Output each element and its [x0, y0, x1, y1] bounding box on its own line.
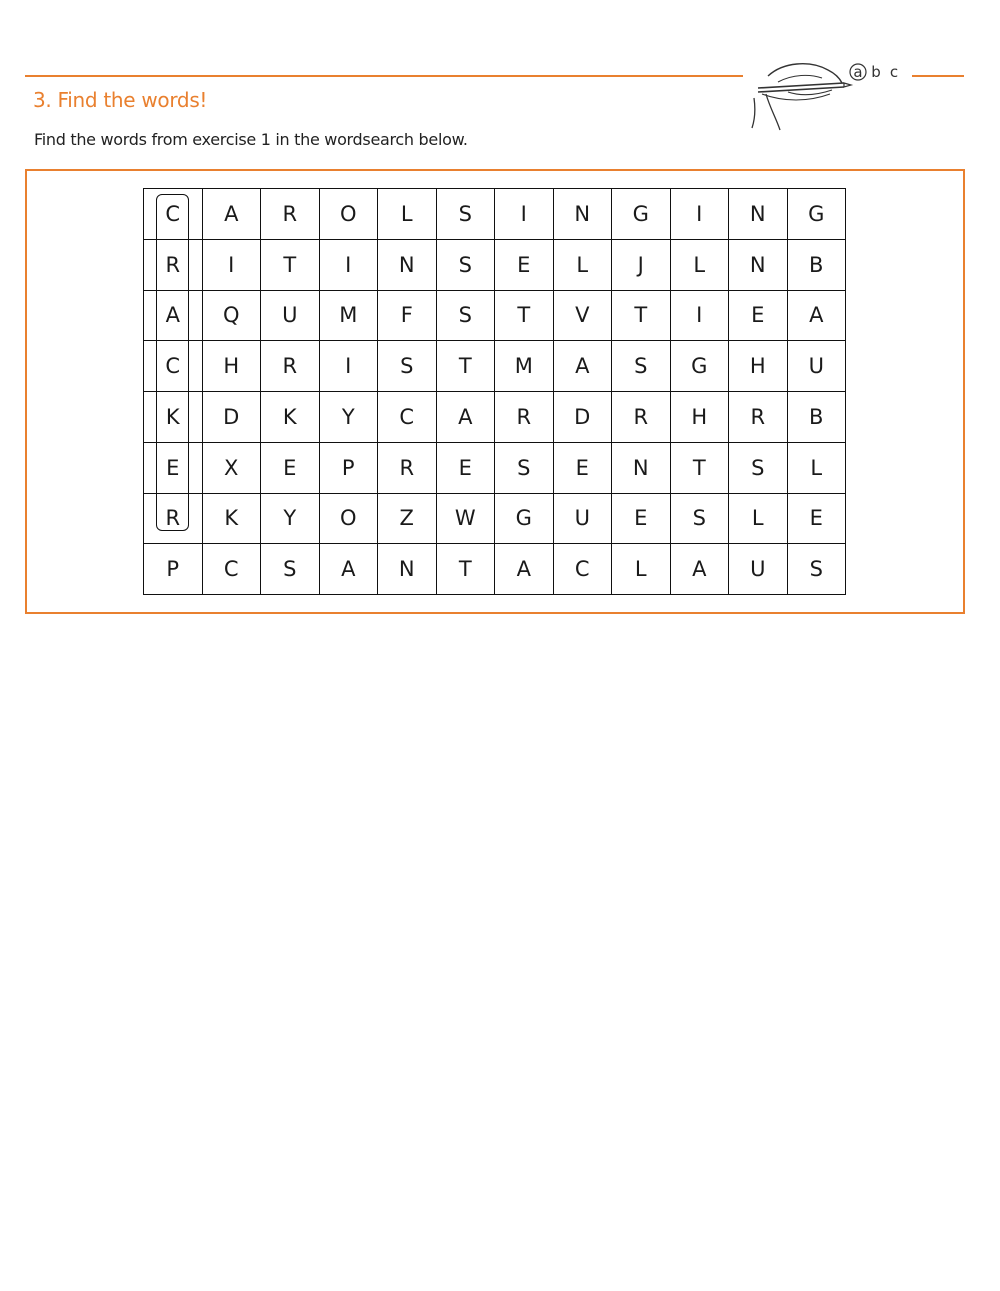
grid-cell[interactable]: E	[612, 494, 671, 545]
grid-cell[interactable]: G	[495, 494, 554, 545]
grid-cell[interactable]: U	[261, 291, 320, 342]
grid-cell[interactable]: E	[554, 443, 613, 494]
grid-cell[interactable]: L	[554, 240, 613, 291]
grid-cell[interactable]: I	[320, 240, 379, 291]
grid-cell[interactable]: R	[378, 443, 437, 494]
grid-cell[interactable]: Z	[378, 494, 437, 545]
grid-cell[interactable]: U	[788, 341, 847, 392]
illustration-letter-c: c	[889, 63, 899, 81]
grid-cell[interactable]: R	[261, 341, 320, 392]
grid-cell[interactable]: W	[437, 494, 496, 545]
grid-cell[interactable]: Q	[203, 291, 262, 342]
grid-cell[interactable]: R	[144, 494, 203, 545]
illustration-letter-a: a	[853, 63, 863, 81]
grid-cell[interactable]: H	[729, 341, 788, 392]
top-rule-end	[912, 75, 964, 77]
grid-cell[interactable]: H	[203, 341, 262, 392]
grid-cell[interactable]: A	[203, 189, 262, 240]
grid-cell[interactable]: U	[729, 544, 788, 595]
grid-cell[interactable]: L	[671, 240, 730, 291]
grid-cell[interactable]: U	[554, 494, 613, 545]
grid-cell[interactable]: M	[320, 291, 379, 342]
grid-cell[interactable]: I	[495, 189, 554, 240]
grid-cell[interactable]: K	[261, 392, 320, 443]
grid-cell[interactable]: N	[378, 240, 437, 291]
grid-cell[interactable]: D	[203, 392, 262, 443]
grid-cell[interactable]: C	[144, 189, 203, 240]
grid-cell[interactable]: H	[671, 392, 730, 443]
grid-cell[interactable]: T	[671, 443, 730, 494]
grid-cell[interactable]: R	[729, 392, 788, 443]
grid-cell[interactable]: B	[788, 392, 847, 443]
grid-cell[interactable]: D	[554, 392, 613, 443]
grid-cell[interactable]: A	[788, 291, 847, 342]
grid-cell[interactable]: G	[612, 189, 671, 240]
grid-cell[interactable]: T	[437, 341, 496, 392]
grid-cell[interactable]: E	[729, 291, 788, 342]
grid-cell[interactable]: G	[788, 189, 847, 240]
grid-cell[interactable]: S	[261, 544, 320, 595]
grid-cell[interactable]: N	[378, 544, 437, 595]
grid-cell[interactable]: A	[671, 544, 730, 595]
grid-cell[interactable]: T	[261, 240, 320, 291]
exercise-title: 3. Find the words!	[33, 88, 208, 112]
grid-cell[interactable]: R	[261, 189, 320, 240]
grid-cell[interactable]: S	[495, 443, 554, 494]
grid-cell[interactable]: I	[203, 240, 262, 291]
grid-cell[interactable]: P	[144, 544, 203, 595]
exercise-instruction: Find the words from exercise 1 in the wordsearch below.	[34, 130, 468, 149]
grid-cell[interactable]: Y	[261, 494, 320, 545]
grid-cell[interactable]: E	[437, 443, 496, 494]
grid-cell[interactable]: O	[320, 189, 379, 240]
top-rule	[25, 75, 743, 77]
grid-cell[interactable]: K	[203, 494, 262, 545]
illustration-letter-b: b	[871, 63, 881, 81]
grid-cell[interactable]: A	[495, 544, 554, 595]
grid-cell[interactable]: J	[612, 240, 671, 291]
grid-cell[interactable]: S	[729, 443, 788, 494]
grid-cell[interactable]: S	[612, 341, 671, 392]
grid-cell[interactable]: I	[320, 341, 379, 392]
grid-cell[interactable]: P	[320, 443, 379, 494]
grid-cell[interactable]: S	[788, 544, 847, 595]
wordsearch-grid	[143, 188, 846, 595]
grid-cell[interactable]: I	[671, 291, 730, 342]
grid-cell[interactable]: S	[671, 494, 730, 545]
grid-cell[interactable]: C	[378, 392, 437, 443]
grid-cell[interactable]: T	[612, 291, 671, 342]
grid-cell[interactable]: S	[437, 291, 496, 342]
grid-cell[interactable]: N	[729, 189, 788, 240]
grid-cell[interactable]: E	[788, 494, 847, 545]
grid-cell[interactable]: X	[203, 443, 262, 494]
grid-cell[interactable]: B	[788, 240, 847, 291]
grid-cell[interactable]: N	[612, 443, 671, 494]
grid-cell[interactable]: T	[495, 291, 554, 342]
grid-cell[interactable]: S	[378, 341, 437, 392]
grid-cell[interactable]: V	[554, 291, 613, 342]
hand-writing-icon	[748, 52, 910, 134]
grid-cell[interactable]: L	[378, 189, 437, 240]
grid-cell[interactable]: M	[495, 341, 554, 392]
grid-cell[interactable]: F	[378, 291, 437, 342]
grid-cell[interactable]: A	[437, 392, 496, 443]
grid-cell[interactable]: N	[554, 189, 613, 240]
grid-cell[interactable]: L	[729, 494, 788, 545]
grid-cell[interactable]: A	[320, 544, 379, 595]
grid-cell[interactable]: I	[671, 189, 730, 240]
grid-cell[interactable]: R	[144, 240, 203, 291]
grid-cell[interactable]: T	[437, 544, 496, 595]
grid-cell[interactable]: A	[554, 341, 613, 392]
grid-cell[interactable]: L	[788, 443, 847, 494]
grid-cell[interactable]: C	[144, 341, 203, 392]
grid-cell[interactable]: Y	[320, 392, 379, 443]
grid-cell[interactable]: K	[144, 392, 203, 443]
grid-cell[interactable]: N	[729, 240, 788, 291]
grid-cell[interactable]: R	[495, 392, 554, 443]
grid-cell[interactable]: C	[554, 544, 613, 595]
grid-cell[interactable]: R	[612, 392, 671, 443]
grid-cell[interactable]: S	[437, 189, 496, 240]
grid-cell[interactable]: S	[437, 240, 496, 291]
grid-cell[interactable]: E	[261, 443, 320, 494]
grid-cell[interactable]: E	[495, 240, 554, 291]
grid-cell[interactable]: G	[671, 341, 730, 392]
grid-cell[interactable]: C	[203, 544, 262, 595]
grid-cell[interactable]: L	[612, 544, 671, 595]
grid-cell[interactable]: A	[144, 291, 203, 342]
grid-cell[interactable]: O	[320, 494, 379, 545]
grid-cell[interactable]: E	[144, 443, 203, 494]
